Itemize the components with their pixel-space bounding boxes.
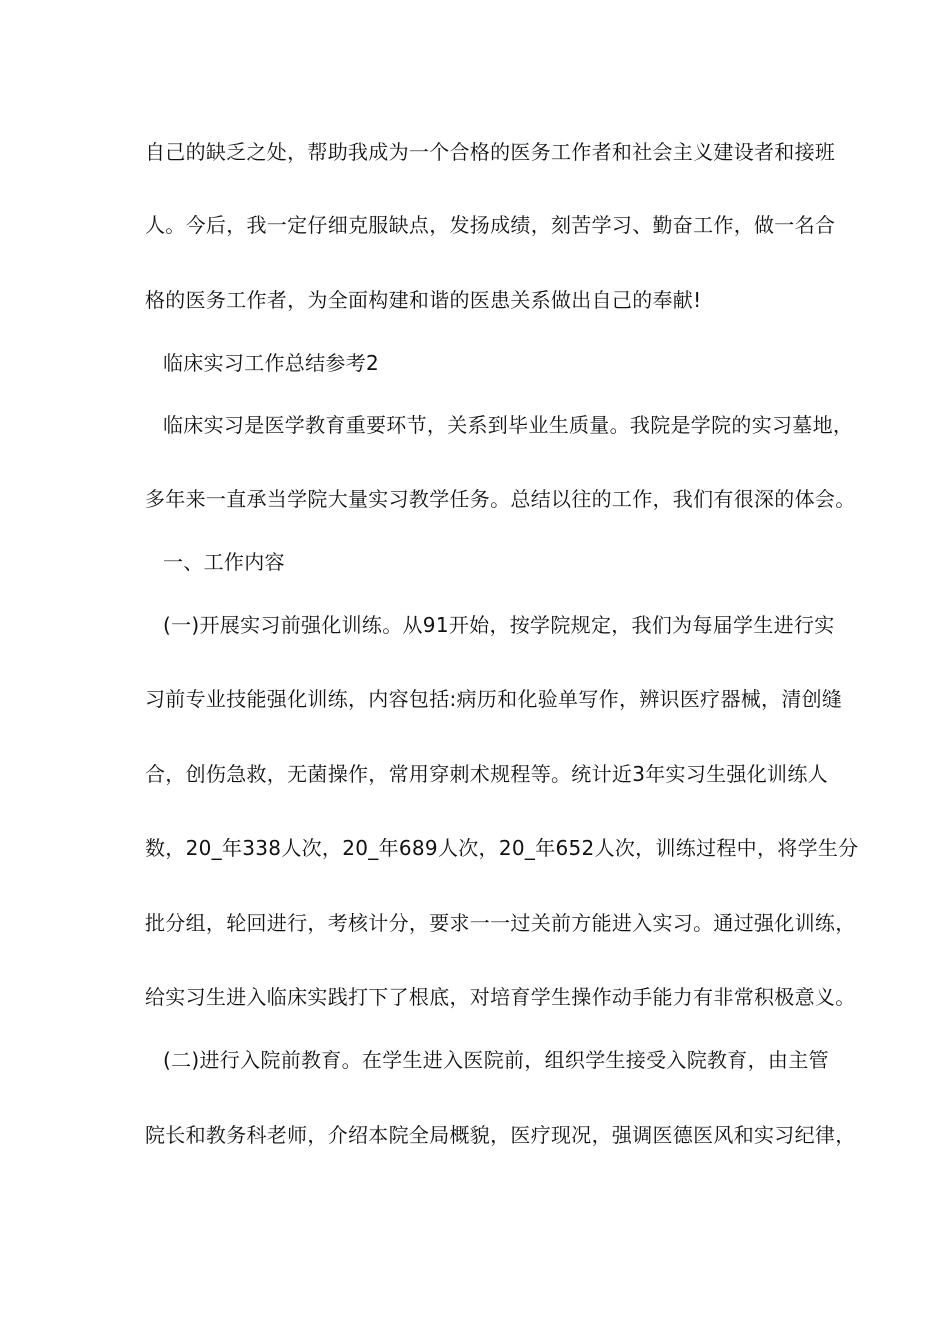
paragraph-line-2: 人。今后，我一定仔细克服缺点，发扬成绩，刻苦学习、勤奋工作，做一名合	[145, 213, 836, 237]
paragraph-line-13: 院长和教务科老师，介绍本院全局概貌，医疗现况，强调医德医风和实习纪律，	[145, 1123, 856, 1147]
paragraph-line-11: 给实习生进入临床实践打下了根底，对培育学生操作动手能力有非常积极意义。	[145, 985, 856, 1009]
paragraph-line-6: (一)开展实习前强化训练。从91开始，按学院规定，我们为每届学生进行实	[163, 613, 835, 637]
paragraph-line-9: 数，20_年338人次，20_年689人次，20_年652人次，训练过程中，将学生分	[145, 836, 859, 860]
paragraph-line-5: 多年来一直承当学院大量实习教学任务。总结以往的工作，我们有很深的体会。	[145, 487, 856, 511]
section-title: 临床实习工作总结参考2	[163, 351, 380, 375]
paragraph-line-4: 临床实习是医学教育重要环节，关系到毕业生质量。我院是学院的实习墓地，	[163, 413, 854, 437]
subheading-work-content: 一、工作内容	[163, 550, 285, 574]
paragraph-line-10: 批分组，轮回进行，考核计分，要求一一过关前方能进入实习。通过强化训练，	[145, 911, 856, 935]
paragraph-line-1: 自己的缺乏之处，帮助我成为一个合格的医务工作者和社会主义建设者和接班	[145, 140, 836, 164]
paragraph-line-8: 合，创伤急救，无菌操作，常用穿刺术规程等。统计近3年实习生强化训练人	[145, 762, 828, 786]
paragraph-line-12: (二)进行入院前教育。在学生进入医院前，组织学生接受入院教育，由主管	[163, 1048, 829, 1072]
paragraph-line-7: 习前专业技能强化训练，内容包括:病历和化验单写作，辨识医疗器械，清创缝	[145, 687, 843, 711]
paragraph-line-3: 格的医务工作者，为全面构建和谐的医患关系做出自己的奉献!	[145, 288, 702, 312]
